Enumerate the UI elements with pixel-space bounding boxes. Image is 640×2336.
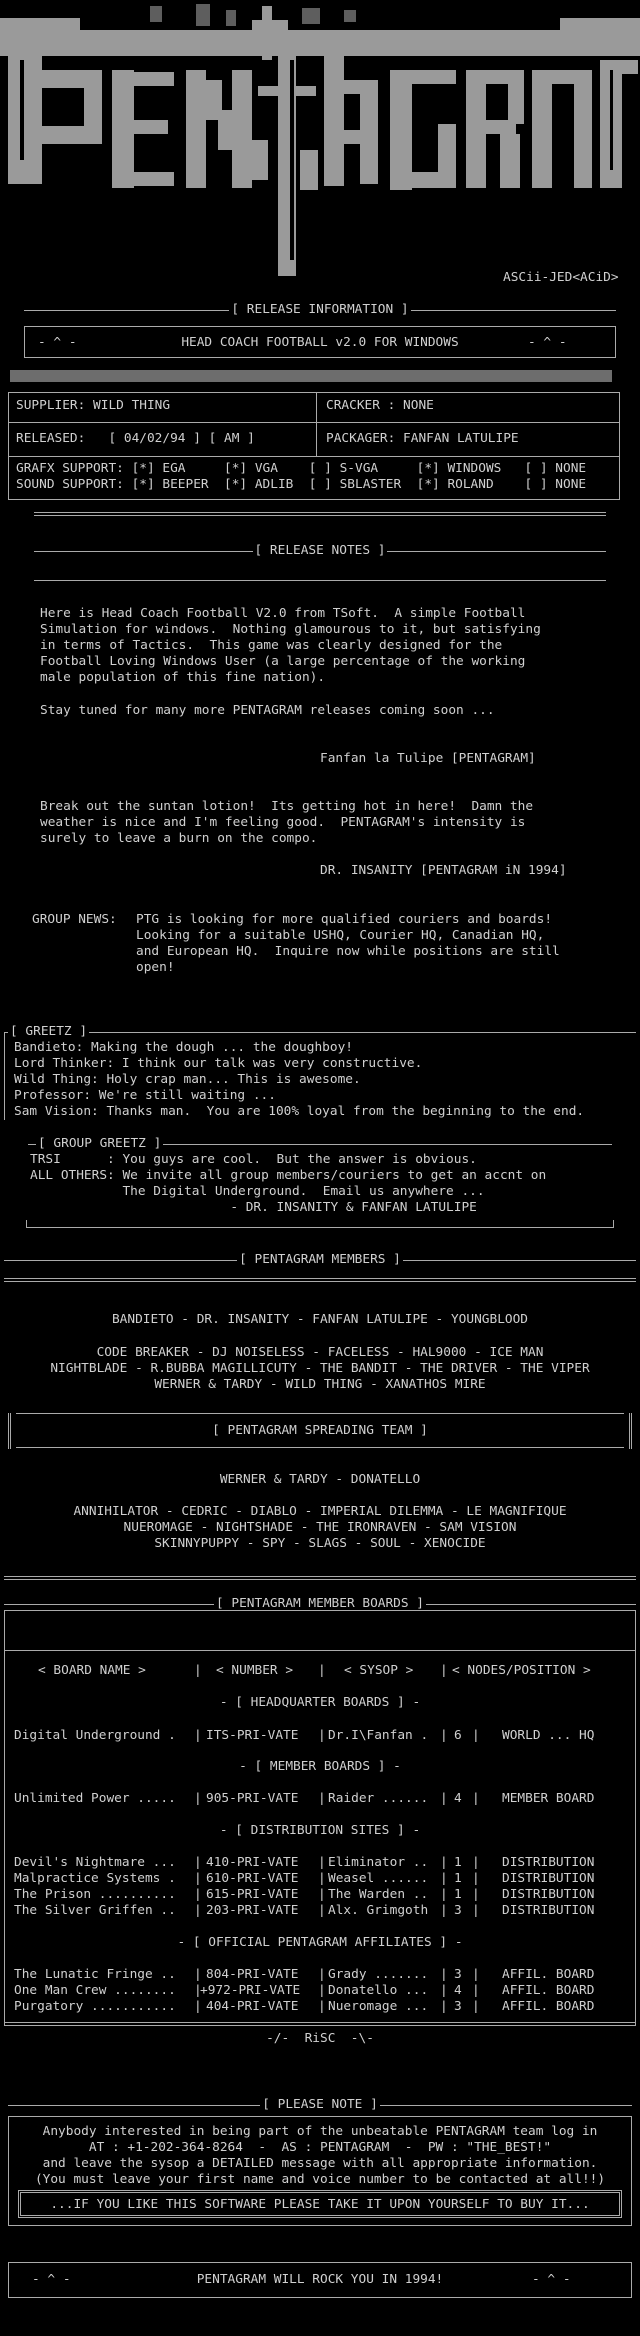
grafx-support: GRAFX SUPPORT: [*] EGA [*] VGA [ ] S-VGA [*] WINDOWS [ ] NONE [16, 461, 587, 476]
group-greetz-line: TRSI : You guys are cool. But the answer is obvious. [30, 1152, 477, 1167]
board-sysop: The Warden .. [328, 1887, 429, 1902]
footer-deco-right: - ^ - [532, 2272, 571, 2287]
gray-bar [10, 370, 612, 382]
sound-support: SOUND SUPPORT: [*] BEEPER [*] ADLIB [ ] SBLASTER [*] ROLAND [ ] NONE [16, 477, 587, 492]
board-name: Malpractice Systems . [14, 1871, 176, 1886]
board-sysop: Weasel ...... [328, 1871, 429, 1886]
board-number: 404-PRI-VATE [206, 1999, 299, 2014]
board-position: DISTRIBUTION [502, 1903, 595, 1918]
group-affiliates-title: - [ OFFICIAL PENTAGRAM AFFILIATES ] - [177, 1935, 463, 1950]
group-member-title: - [ MEMBER BOARDS ] - [239, 1759, 401, 1774]
board-sysop: Donatello ... [328, 1983, 429, 1998]
greetz-line: Bandieto: Making the dough ... the doughboy! [14, 1040, 353, 1055]
board-sysop: Eliminator .. [328, 1855, 429, 1870]
board-sysop: Grady ....... [328, 1967, 429, 1982]
deco-left: - ^ - [38, 335, 77, 350]
board-position: WORLD ... HQ [502, 1728, 595, 1743]
board-position: DISTRIBUTION [502, 1855, 595, 1870]
notes-para1-line: Simulation for windows. Nothing glamourous to it, but satisfying [40, 622, 541, 637]
board-name: Unlimited Power ..... [14, 1791, 176, 1806]
board-position: DISTRIBUTION [502, 1887, 595, 1902]
footer-deco-left: - ^ - [32, 2272, 71, 2287]
please-note-title: [ PLEASE NOTE ] [262, 2097, 378, 2112]
board-name: One Man Crew ........ [14, 1983, 176, 1998]
signature-insanity: DR. INSANITY [PENTAGRAM iN 1994] [320, 863, 567, 878]
notes-para3-line: Break out the suntan lotion! Its getting hot in here! Damn the [40, 799, 534, 814]
buy-line: ...IF YOU LIKE THIS SOFTWARE PLEASE TAKE IT UPON YOURSELF TO BUY IT... [50, 2197, 590, 2212]
members-line: NIGHTBLADE - R.BUBBA MAGILLICUTY - THE BANDIT - THE DRIVER - THE VIPER [50, 1361, 590, 1376]
board-nodes: 4 [454, 1791, 462, 1806]
col-sysop: < SYSOP > [344, 1663, 414, 1678]
notes-para1-line: Football Loving Windows User (a large percentage of the working [40, 654, 526, 669]
divider [34, 512, 606, 516]
spreading-line: NUEROMAGE - NIGHTSHADE - THE IRONRAVEN - SAM VISION [123, 1520, 517, 1535]
packager: PACKAGER: FANFAN LATULIPE [326, 431, 519, 446]
board-nodes: 1 [454, 1871, 462, 1886]
artist-credit: ASCii-JED<ACiD> [503, 270, 619, 285]
board-name: The Lunatic Fringe .. [14, 1967, 176, 1982]
board-name: The Silver Griffen .. [14, 1903, 176, 1918]
board-sysop: Nueromage ... [328, 1999, 429, 2014]
notes-para3-line: surely to leave a burn on the compo. [40, 831, 318, 846]
spreading-line: ANNIHILATOR - CEDRIC - DIABLO - IMPERIAL DILEMMA - LE MAGNIFIQUE [73, 1504, 567, 1519]
group-greetz-title: [ GROUP GREETZ ] [38, 1136, 162, 1151]
board-number: 410-PRI-VATE [206, 1855, 299, 1870]
spreading-team-title: [ PENTAGRAM SPREADING TEAM ] [212, 1423, 428, 1438]
board-number: +972-PRI-VATE [200, 1983, 301, 1998]
board-name: Purgatory ........... [14, 1999, 176, 2014]
board-sysop: Alx. Grimgoth [328, 1903, 429, 1918]
group-greetz-line: - DR. INSANITY & FANFAN LATULIPE [30, 1200, 477, 1215]
members-title: [ PENTAGRAM MEMBERS ] [239, 1252, 401, 1267]
board-number: 615-PRI-VATE [206, 1887, 299, 1902]
board-position: MEMBER BOARD [502, 1791, 595, 1806]
spreading-line: WERNER & TARDY - DONATELLO [219, 1472, 421, 1487]
release-notes-title: [ RELEASE NOTES ] [254, 543, 386, 558]
group-hq-title: - [ HEADQUARTER BOARDS ] - [219, 1695, 421, 1710]
members-line: BANDIETO - DR. INSANITY - FANFAN LATULIPE - YOUNGBLOOD [111, 1312, 529, 1327]
board-number: 804-PRI-VATE [206, 1967, 299, 1982]
note-line: Anybody interested in being part of the unbeatable PENTAGRAM team log in [42, 2124, 598, 2139]
greetz-line: Sam Vision: Thanks man. You are 100% loyal from the beginning to the end. [14, 1104, 585, 1119]
notes-para1-line: Here is Head Coach Football V2.0 from TSoft. A simple Football [40, 606, 526, 621]
board-name: The Prison .......... [14, 1887, 176, 1902]
board-position: AFFIL. BOARD [502, 1999, 595, 2014]
board-name: Devil's Nightmare ... [14, 1855, 176, 1870]
boards-footer: -/- RiSC -\- [266, 2031, 374, 2046]
board-position: AFFIL. BOARD [502, 1983, 595, 1998]
board-sysop: Dr.I\Fanfan . [328, 1728, 429, 1743]
greetz-line: Professor: We're still waiting ... [14, 1088, 276, 1103]
group-news-label: GROUP NEWS: [32, 912, 117, 927]
board-number: 905-PRI-VATE [206, 1791, 299, 1806]
members-line: CODE BREAKER - DJ NOISELESS - FACELESS - HAL9000 - ICE MAN [96, 1345, 544, 1360]
board-number: ITS-PRI-VATE [206, 1728, 299, 1743]
board-nodes: 3 [454, 1967, 462, 1982]
board-position: AFFIL. BOARD [502, 1967, 595, 1982]
group-news-line: open! [136, 960, 175, 975]
group-greetz-line: The Digital Underground. Email us anywhere ... [30, 1184, 485, 1199]
release-info-title: [ RELEASE INFORMATION ] [231, 302, 409, 317]
board-number: 610-PRI-VATE [206, 1871, 299, 1886]
notes-para1-line: male population of this fine nation). [40, 670, 326, 685]
note-line: and leave the sysop a DETAILED message with all appropriate information. [42, 2156, 598, 2171]
greetz-title: [ GREETZ ] [10, 1024, 88, 1039]
col-number: < NUMBER > [216, 1663, 294, 1678]
greetz-line: Wild Thing: Holy crap man... This is awesome. [14, 1072, 361, 1087]
board-sysop: Raider ...... [328, 1791, 429, 1806]
note-line: (You must leave your first name and voice number to be contacted at all!!) [34, 2172, 606, 2187]
deco-right: - ^ - [528, 335, 567, 350]
group-news-line: and European HQ. Inquire now while positions are still [136, 944, 560, 959]
note-line: AT : +1-202-364-8264 - AS : PENTAGRAM - PW : "THE_BEST!" [88, 2140, 552, 2155]
board-nodes: 1 [454, 1887, 462, 1902]
col-nodes: < NODES/POSITION > [452, 1663, 591, 1678]
board-nodes: 4 [454, 1983, 462, 1998]
board-nodes: 3 [454, 1999, 462, 2014]
notes-para3-line: weather is nice and I'm feeling good. PENTAGRAM's intensity is [40, 815, 526, 830]
footer-text: PENTAGRAM WILL ROCK YOU IN 1994! [196, 2272, 444, 2287]
cracker: CRACKER : NONE [326, 398, 434, 413]
notes-para2: Stay tuned for many more PENTAGRAM releases coming soon ... [40, 703, 495, 718]
signature-fanfan: Fanfan la Tulipe [PENTAGRAM] [320, 751, 536, 766]
board-nodes: 3 [454, 1903, 462, 1918]
col-board-name: < BOARD NAME > [38, 1663, 146, 1678]
supplier: SUPPLIER: WILD THING [16, 398, 171, 413]
board-position: DISTRIBUTION [502, 1871, 595, 1886]
greetz-line: Lord Thinker: I think our talk was very constructive. [14, 1056, 423, 1071]
notes-para1-line: in terms of Tactics. This game was clearly designed for the [40, 638, 503, 653]
group-greetz-line: ALL OTHERS: We invite all group members/couriers to get an accnt on [30, 1168, 547, 1183]
released: RELEASED: [ 04/02/94 ] [ AM ] [16, 431, 255, 446]
members-line: WERNER & TARDY - WILD THING - XANATHOS MIRE [154, 1377, 486, 1392]
board-name: Digital Underground . [14, 1728, 176, 1743]
group-news-line: PTG is looking for more qualified couriers and boards! [136, 912, 553, 927]
board-nodes: 6 [454, 1728, 462, 1743]
group-distribution-title: - [ DISTRIBUTION SITES ] - [219, 1823, 421, 1838]
group-news-line: Looking for a suitable USHQ, Courier HQ, Canadian HQ, [136, 928, 545, 943]
boards-title: [ PENTAGRAM MEMBER BOARDS ] [215, 1596, 425, 1611]
board-nodes: 1 [454, 1855, 462, 1870]
spreading-line: SKINNYPUPPY - SPY - SLAGS - SOUL - XENOCIDE [154, 1536, 486, 1551]
board-number: 203-PRI-VATE [206, 1903, 299, 1918]
pentagram-logo [0, 0, 640, 290]
release-title: HEAD COACH FOOTBALL v2.0 FOR WINDOWS [181, 335, 459, 350]
